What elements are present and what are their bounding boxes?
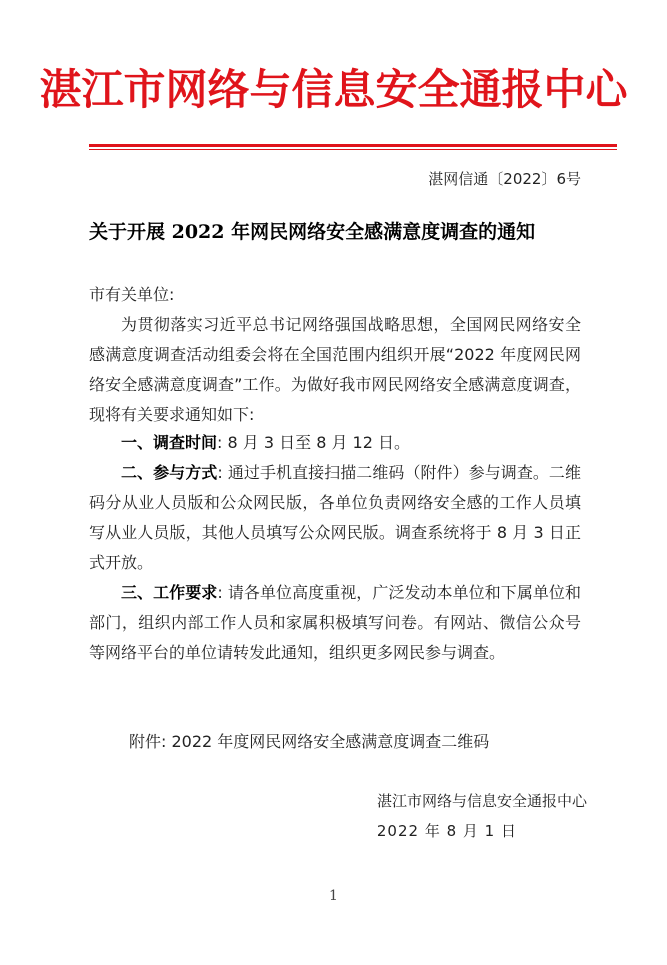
section-3-label: 三、工作要求 (121, 583, 218, 602)
section-1-text: : 8 月 3 日至 8 月 12 日。 (217, 433, 410, 452)
signature-date: 2022 年 8 月 1 日 (376, 822, 517, 840)
paragraph-section-1 (89, 428, 581, 458)
letterhead-org-name: 湛江市网络与信息安全通报中心 (39, 65, 628, 114)
paragraph-section-2 (89, 458, 581, 578)
section-3-text: : 请各单位高度重视，广泛发动本单位和下属单位和部门，组织内部工作人员和家属积极填写问卷。有网站、微信公众号等网络平台的单位请转发此通知，组织更多网民参与调查。 (89, 583, 581, 662)
signature-org: 湛江市网络与信息安全通报中心 (376, 792, 587, 810)
letterhead-divider-thick (89, 144, 617, 147)
section-2-label: 二、参与方式 (121, 463, 218, 482)
document-title: 关于开展 2022 年网民网络安全感满意度调查的通知 (89, 221, 536, 243)
salutation: 市有关单位: (89, 285, 175, 304)
document-number: 湛网信通〔2022〕6号 (428, 170, 581, 188)
section-2-text: : 通过手机直接扫描二维码（附件）参与调查。二维码分从业人员版和公众网民版，各单位负责网络安全感的工作人员填写从业人员版，其他人员填写公众网民版。调查系统将于 8 月 3 日正式开放。 (89, 463, 581, 572)
letterhead-divider-thin (89, 149, 617, 150)
section-1-label: 一、调查时间 (121, 433, 218, 452)
paragraph-intro: 为贯彻落实习近平总书记网络强国战略思想，全国网民网络安全感满意度调查活动组委会将在全国范围内组织开展“2022 年度网民网络安全感满意度调查”工作。为做好我市网民网络安全感满意度调查，现将有关要求通知如下: (89, 315, 581, 424)
attachment-note: 附件: 2022 年度网民网络安全感满意度调查二维码 (129, 732, 490, 751)
paragraph-section-3 (89, 578, 581, 668)
page-number: 1 (329, 888, 338, 904)
